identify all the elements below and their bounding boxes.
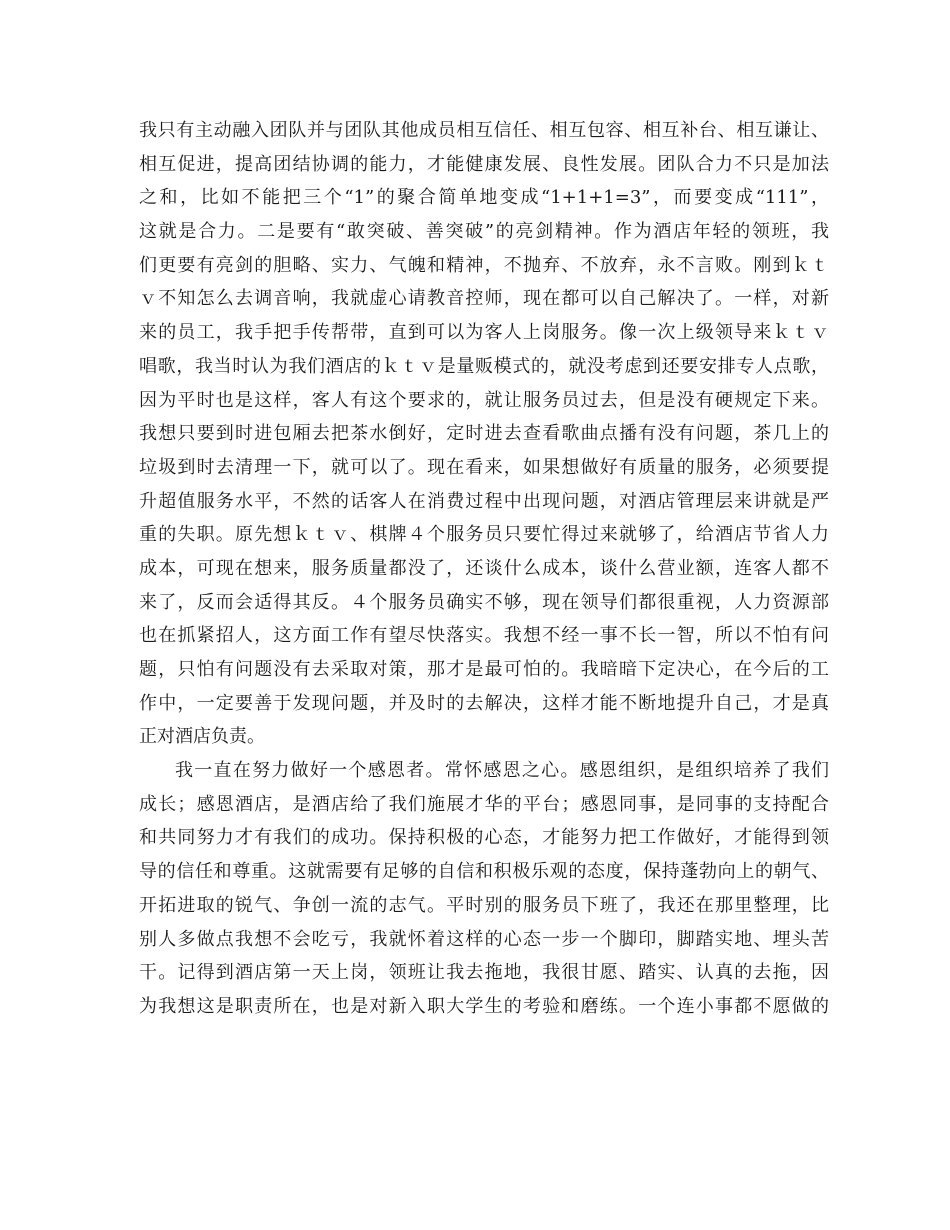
text-line [139,619,829,653]
text-line-content: 成长；感恩酒店，是酒店给了我们施展才华的平台；感恩同事，是同事的支持配合 [139,793,829,815]
text-line-content: 相互促进，提高团结协调的能力，才能健康发展、良性发展。团队合力不只是加法 [139,153,829,175]
text-line-content: 这就是合力。二是要有“敢突破、善突破”的亮剑精神。作为酒店年轻的领班，我 [139,221,829,243]
text-line [139,889,829,923]
text-line [139,720,829,754]
text-line [139,384,829,418]
text-line [139,485,829,519]
text-line-content: 作中，一定要善于发现问题，并及时的去解决，这样才能不断地提升自己，才是真 [139,692,829,714]
text-line [139,148,829,182]
text-line-content: 也在抓紧招人，这方面工作有望尽快落实。我想不经一事不长一智，所以不怕有问 [139,625,829,647]
text-line [139,586,829,620]
paragraph [139,754,829,1024]
text-line [139,923,829,957]
text-line-content: 我只有主动融入团队并与团队其他成员相互信任、相互包容、相互补台、相互谦让、 [139,120,829,141]
text-line-content: 升超值服务水平，不然的话客人在消费过程中出现问题，对酒店管理层来讲就是严 [139,490,829,512]
text-line-content: 开拓进取的锐气、争创一流的志气。平时别的服务员下班了，我还在那里整理，比 [139,894,829,916]
text-line [139,350,829,384]
text-line-content: 来的员工，我手把手传帮带，直到可以为客人上岗服务。像一次上级领导来ｋｔｖ [139,322,829,344]
text-line [139,282,829,316]
text-line-content: 我一直在努力做好一个感恩者。常怀感恩之心。感恩组织，是组织培养了我们 [175,760,829,782]
text-line [139,956,829,990]
text-line-content: 们更要有亮剑的胆略、实力、气魄和精神，不抛弃、不放弃，永不言败。刚到ｋｔ [139,254,829,276]
text-line-content: 干。记得到酒店第一天上岗，领班让我去拖地，我很甘愿、踏实、认真的去拖，因 [139,962,829,984]
text-line [139,417,829,451]
text-line [139,215,829,249]
text-line [139,855,829,889]
text-line [139,181,829,215]
text-line [139,653,829,687]
text-line [139,687,829,721]
text-line-content: 为我想这是职责所在，也是对新入职大学生的考验和磨练。一个连小事都不愿做的 [139,995,829,1017]
paragraph [139,114,829,754]
text-line-content: 和共同努力才有我们的成功。保持积极的心态，才能努力把工作做好，才能得到领 [139,827,829,849]
text-line-content: 正对酒店负责。 [139,726,265,748]
text-line [139,249,829,283]
text-line-content: 别人多做点我想不会吃亏，我就怀着这样的心态一步一个脚印，脚踏实地、埋头苦 [139,928,829,950]
text-line-content: 题，只怕有问题没有去采取对策，那才是最可怕的。我暗暗下定决心，在今后的工 [139,659,829,680]
text-line [139,451,829,485]
text-line-content: 唱歌，我当时认为我们酒店的ｋｔｖ是量贩模式的，就没考虑到还要安排专人点歌， [139,355,829,377]
text-line-content: 重的失职。原先想ｋｔｖ、棋牌４个服务员只要忙得过来就够了，给酒店节省人力 [139,524,829,546]
text-line-content: 我想只要到时进包厢去把茶水倒好，定时进去查看歌曲点播有没有问题，茶几上的 [139,423,829,445]
text-line-content: 导的信任和尊重。这就需要有足够的自信和积极乐观的态度，保持蓬勃向上的朝气、 [139,861,829,883]
text-line [139,754,829,788]
text-line-content: 垃圾到时去清理一下，就可以了。现在看来，如果想做好有质量的服务，必须要提 [139,456,829,478]
text-line [139,114,829,148]
text-line-content: 来了，反而会适得其反。４个服务员确实不够，现在领导们都很重视，人力资源部 [139,591,829,613]
text-line [139,990,829,1024]
text-line [139,518,829,552]
text-line [139,821,829,855]
body-text [139,114,829,1024]
text-line-content: 成本，可现在想来，服务质量都没了，还谈什么成本，谈什么营业额，连客人都不 [139,557,829,579]
text-line-content: 因为平时也是这样，客人有这个要求的，就让服务员过去，但是没有硬规定下来。 [139,389,829,411]
text-line-content: ｖ不知怎么去调音响，我就虚心请教音控师，现在都可以自己解决了。一样，对新 [139,288,829,310]
text-line [139,788,829,822]
text-line-content: 之和，比如不能把三个“1”的聚合简单地变成“1+1+1=3”，而要变成“111”， [139,187,829,209]
text-line [139,552,829,586]
text-line [139,316,829,350]
